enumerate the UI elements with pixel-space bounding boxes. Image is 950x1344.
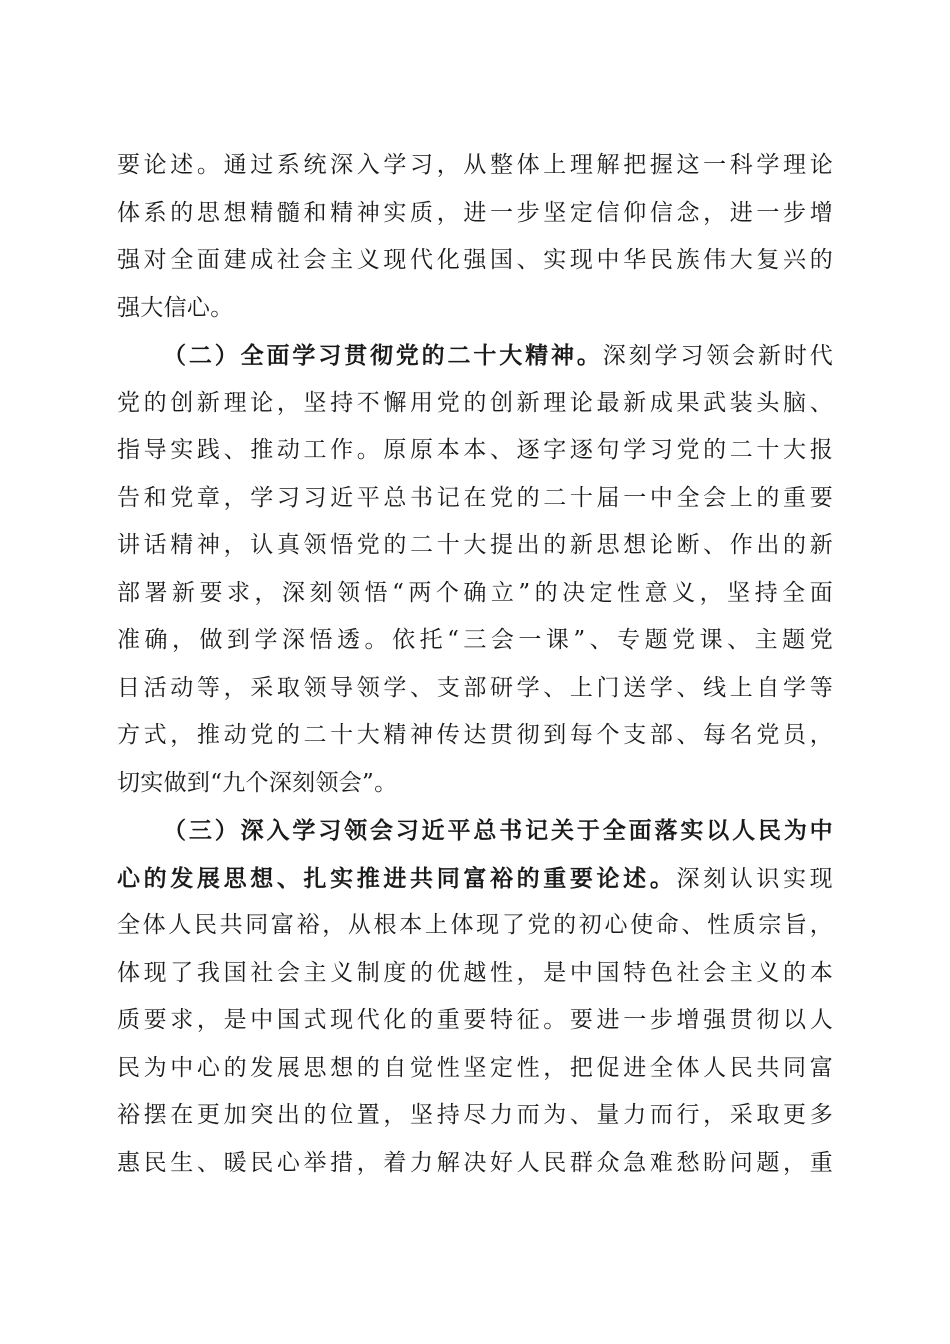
text-run: 强对全面建成社会主义现代化强国、实现中华民族伟大复兴的 bbox=[117, 247, 833, 273]
text-line bbox=[117, 522, 833, 570]
text-line bbox=[117, 1092, 833, 1140]
text-line bbox=[117, 665, 833, 713]
text-run: 体系的思想精髓和精神实质，进一步坚定信仰信念，进一步增 bbox=[117, 199, 833, 226]
text-run: 切实做到“九个深刻领会”。 bbox=[117, 769, 398, 796]
text-run: 准确，做到学深悟透。依托“三会一课”、专题党课、主题党 bbox=[117, 627, 833, 653]
text-line bbox=[117, 997, 833, 1045]
text-line bbox=[117, 427, 833, 475]
text-run: 体现了我国社会主义制度的优越性，是中国特色社会主义的本 bbox=[117, 959, 833, 986]
text-line bbox=[117, 950, 833, 998]
text-run: 深刻认识实现 bbox=[676, 865, 833, 892]
section-heading-line bbox=[117, 332, 833, 380]
text-run: 惠民生、暖民心举措，着力解决好人民群众急难愁盼问题，重 bbox=[117, 1149, 833, 1176]
text-run: 指导实践、推动工作。原原本本、逐字逐句学习党的二十大报 bbox=[117, 437, 833, 463]
text-line bbox=[117, 1140, 833, 1188]
text-run: 质要求，是中国式现代化的重要特征。要进一步增强贯彻以人 bbox=[117, 1007, 833, 1033]
text-line bbox=[117, 475, 833, 523]
text-line bbox=[117, 142, 833, 190]
text-run: 民为中心的发展思想的自觉性坚定性，把促进全体人民共同富 bbox=[117, 1054, 833, 1081]
text-line bbox=[117, 570, 833, 618]
text-line bbox=[117, 902, 833, 950]
text-line bbox=[117, 380, 833, 428]
text-run: 告和党章，学习习近平总书记在党的二十届一中全会上的重要 bbox=[117, 484, 833, 511]
text-run: 全体人民共同富裕，从根本上体现了党的初心使命、性质宗旨， bbox=[117, 912, 833, 938]
section-heading: （三）深入学习领会习近平总书记关于全面落实以人民为中 bbox=[163, 817, 833, 844]
document-body bbox=[117, 142, 833, 1187]
text-run: 部署新要求，深刻领悟“两个确立”的决定性意义，坚持全面 bbox=[117, 579, 833, 606]
text-run: 讲话精神，认真领悟党的二十大提出的新思想论断、作出的新 bbox=[117, 532, 833, 558]
section-heading: 心的发展思想、扎实推进共同富裕的重要论述。 bbox=[117, 864, 677, 892]
text-line bbox=[117, 617, 833, 665]
text-run: 强大信心。 bbox=[117, 294, 234, 321]
text-line bbox=[117, 760, 833, 808]
text-run: 党的创新理论，坚持不懈用党的创新理论最新成果武装头脑、 bbox=[117, 389, 833, 416]
section-heading: （二）全面学习贯彻党的二十大精神。 bbox=[163, 342, 603, 369]
section-heading-line bbox=[117, 855, 833, 903]
text-line bbox=[117, 285, 833, 333]
text-run: 方式，推动党的二十大精神传达贯彻到每个支部、每名党员， bbox=[117, 722, 833, 748]
text-line bbox=[117, 712, 833, 760]
text-line bbox=[117, 237, 833, 285]
text-run: 深刻学习领会新时代 bbox=[602, 343, 833, 369]
text-line bbox=[117, 1045, 833, 1093]
text-line bbox=[117, 190, 833, 238]
text-run: 日活动等，采取领导领学、支部研学、上门送学、线上自学等 bbox=[117, 674, 833, 701]
section-heading-line bbox=[117, 807, 833, 855]
text-run: 要论述。通过系统深入学习，从整体上理解把握这一科学理论 bbox=[117, 152, 833, 178]
text-run: 裕摆在更加突出的位置，坚持尽力而为、量力而行，采取更多 bbox=[117, 1102, 833, 1128]
